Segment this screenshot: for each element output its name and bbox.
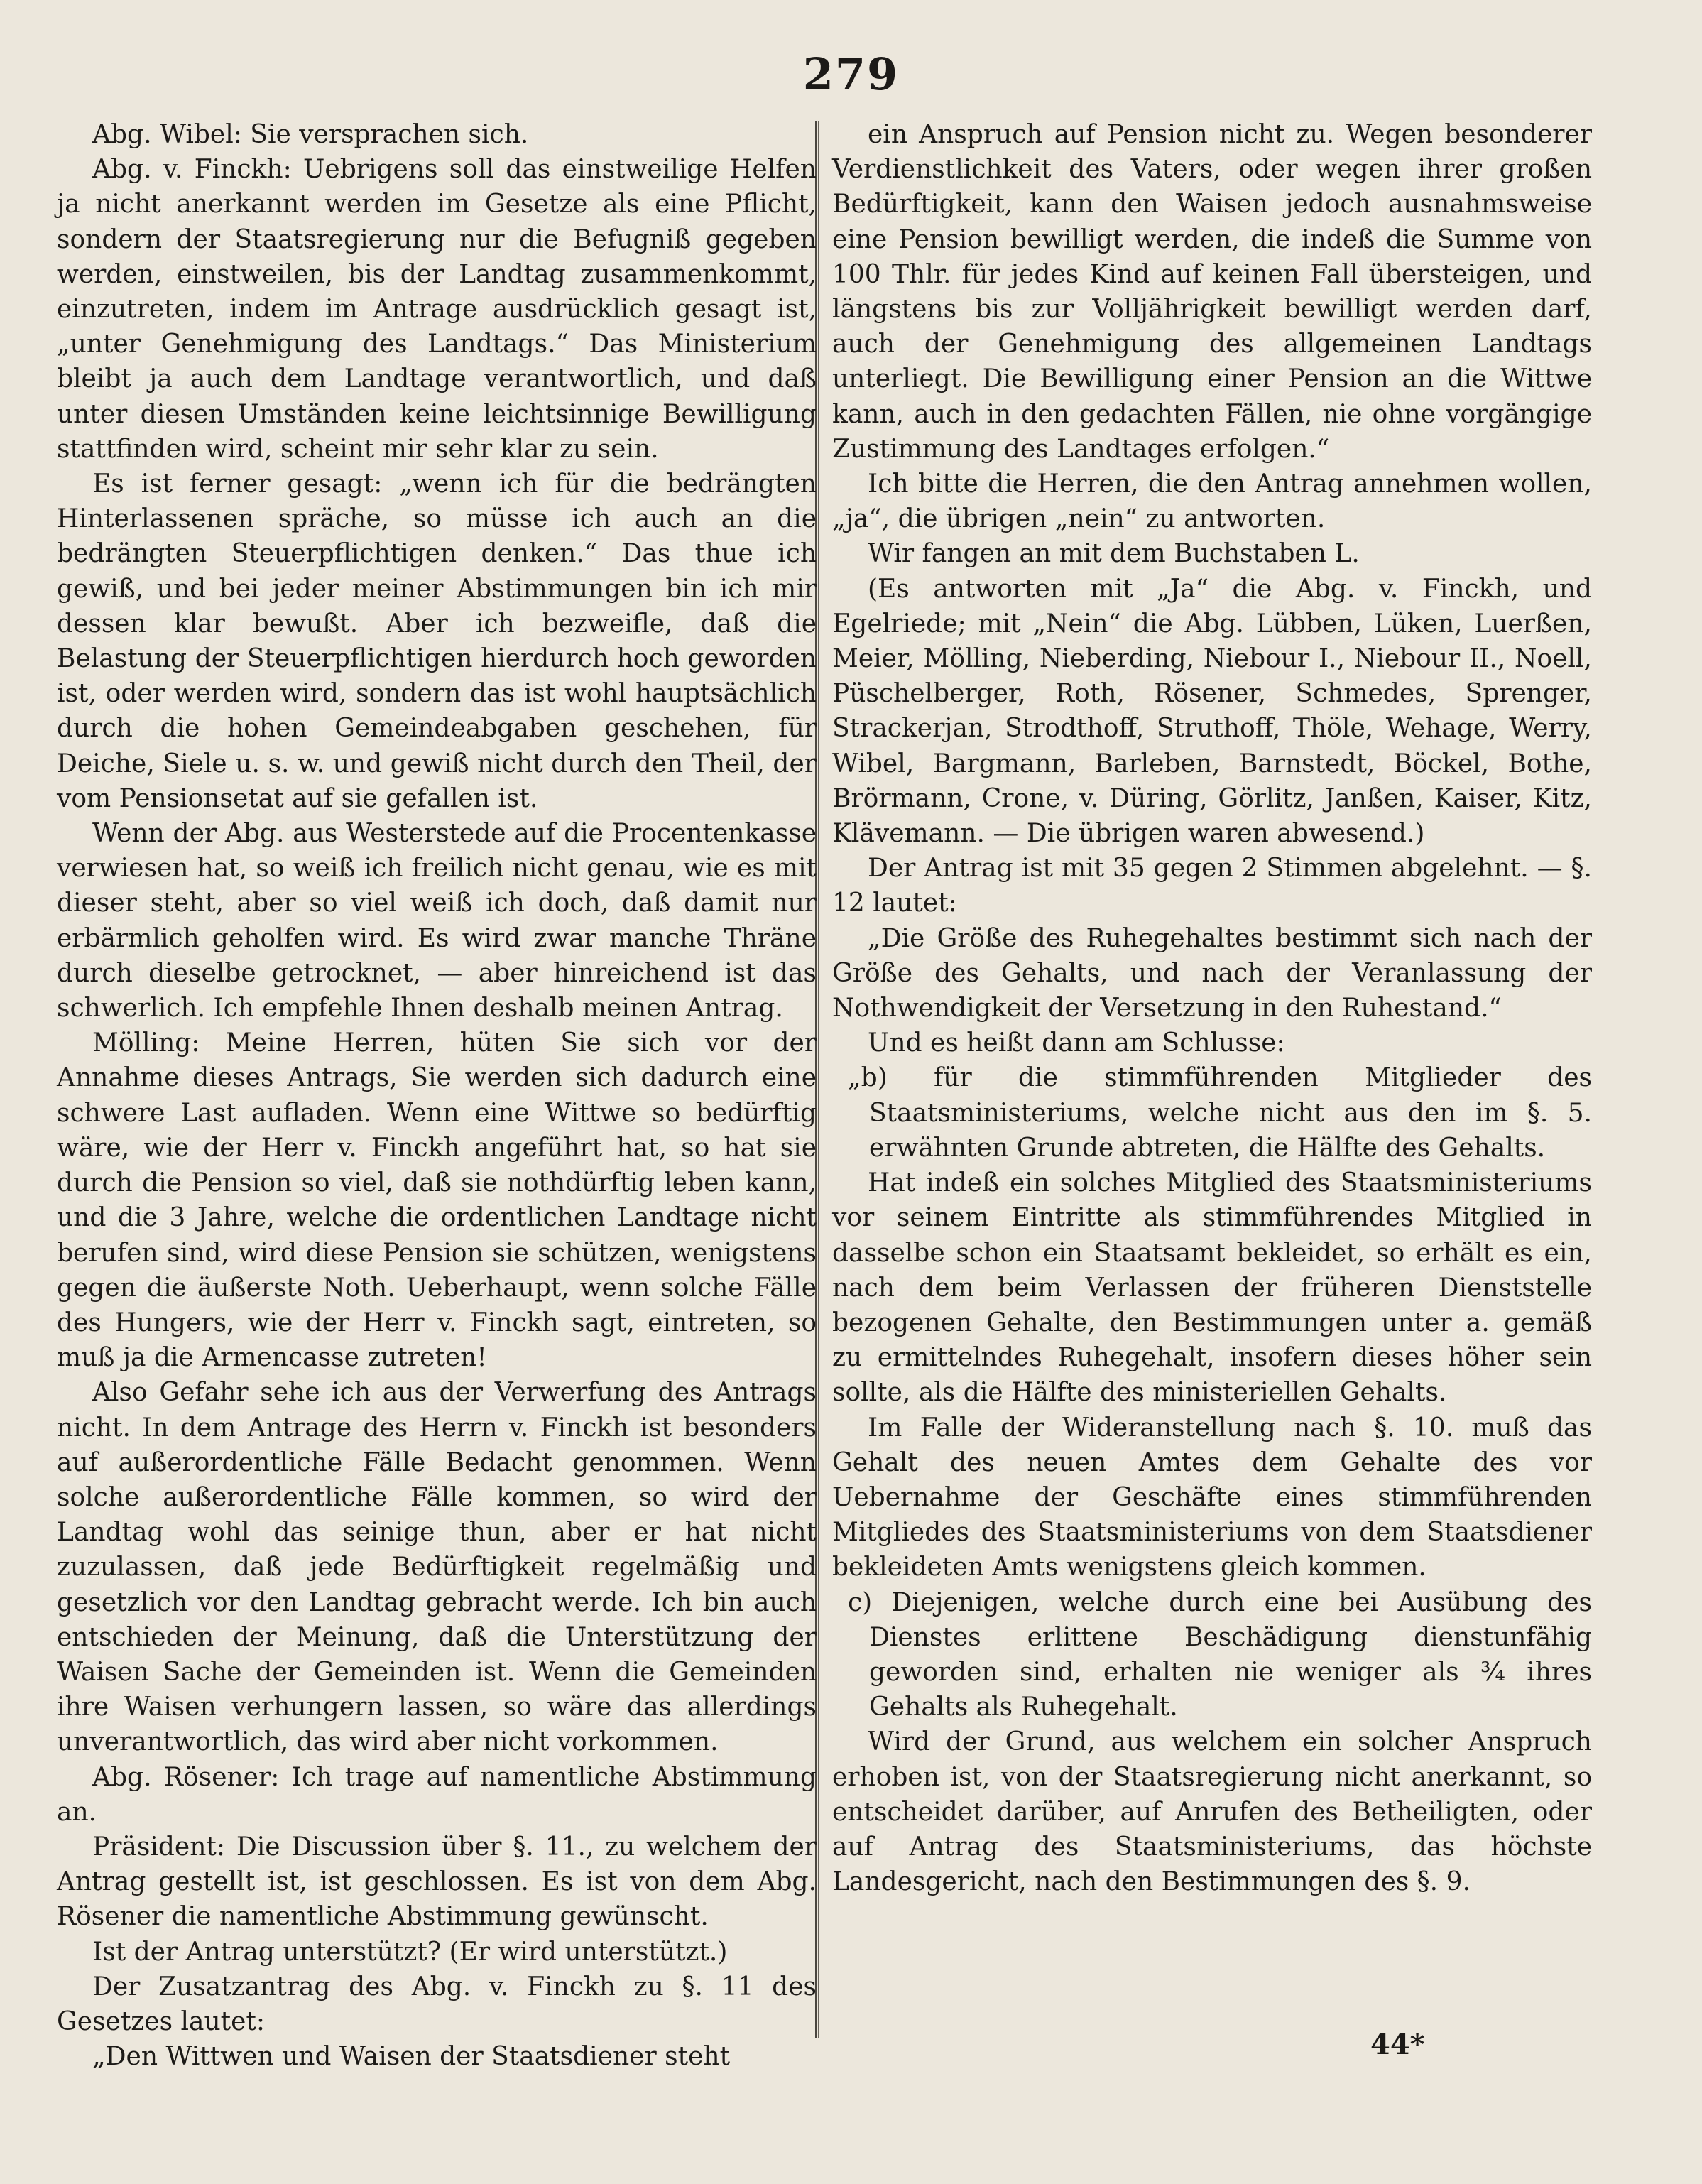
- paragraph: ein Anspruch auf Pension nicht zu. Wegen besonderer Verdienstlichkeit des Vaters, oder wegen ihrer großen Bedürftigkeit, kann den Waisen jedoch ausnahmsweise eine Pension bewilligt werden, die indeß die Summe von 100 Thlr. für jedes Kind auf keinen Fall übersteigen, und längstens bis zur Volljährigkeit bewilligt werden darf, auch der Genehmigung des allgemeinen Landtags unterliegt. Die Bewilligung einer Pension an die Wittwe kann, auch in den gedachten Fällen, nie ohne vorgängige Zustimmung des Landtages erfolgen.“: [832, 120, 1592, 464]
- paragraph: Der Antrag ist mit 35 gegen 2 Stimmen abgelehnt. — §. 12 lautet:: [832, 854, 1592, 918]
- paragraph: „b) für die stimmführenden Mitglieder des Staatsministeriums, welche nicht aus den im §. 5. erwähnten Grunde abtreten, die Hälfte des Gehalts.: [848, 1063, 1592, 1163]
- paragraph: Wird der Grund, aus welchem ein solcher Anspruch erhoben ist, von der Staatsregierung nicht anerkannt, so entscheidet darüber, auf Anrufen des Betheiligten, oder auf Antrag des Staatsministeriums, das höchste Landesgericht, nach den Bestimmungen des §. 9.: [832, 1727, 1592, 1897]
- paragraph: Präsident: Die Discussion über §. 11., zu welchem der Antrag gestellt ist, ist geschlossen. Es ist von dem Abg. Rösener die namentliche Abstimmung gewünscht.: [57, 1832, 817, 1932]
- paragraph: Im Falle der Wideranstellung nach §. 10. muß das Gehalt des neuen Amtes dem Gehalte des vor Uebernahme der Geschäfte eines stimmführenden Mitgliedes des Staatsministeriums von dem Staatsdiener bekleideten Amts wenigstens gleich kommen.: [832, 1413, 1592, 1582]
- paragraph: Und es heißt dann am Schlusse:: [868, 1028, 1285, 1058]
- paragraph: Abg. v. Finckh: Uebrigens soll das einstweilige Helfen ja nicht anerkannt werden im Gesetze als eine Pflicht, sondern der Staatsregierung nur die Befugniß gegeben werden, einstweilen, bis der Landtag zusammenkommt, einzutreten, indem im Antrage ausdrücklich gesagt ist, „unter Genehmigung des Landtags.“ Das Ministerium bleibt ja auch dem Landtage verantwortlich, und daß unter diesen Umständen keine leichtsinnige Bewilligung stattfinden wird, scheint mir sehr klar zu sein.: [57, 155, 817, 464]
- paragraph: „Die Größe des Ruhegehaltes bestimmt sich nach der Größe des Gehalts, und nach der Veranlassung der Nothwendigkeit der Versetzung in den Ruhestand.“: [832, 923, 1592, 1023]
- paragraph: Es ist ferner gesagt: „wenn ich für die bedrängten Hinterlassenen spräche, so müsse ich auch an die bedrängten Steuerpflichtigen denken.“ Das thue ich gewiß, und bei jeder meiner Abstimmungen bin ich mir dessen klar bewußt. Aber ich bezweifle, daß die Belastung der Steuerpflichtigen hierdurch hoch geworden ist, oder werden wird, sondern das ist wohl hauptsächlich durch die hohen Gemeindeabgaben geschehen, für Deiche, Siele u. s. w. und gewiß nicht durch den Theil, der vom Pensionsetat auf sie gefallen ist.: [57, 469, 817, 813]
- paragraph: Abg. Rösener: Ich trage auf namentliche Abstimmung an.: [57, 1762, 817, 1827]
- paragraph: Mölling: Meine Herren, hüten Sie sich vor der Annahme dieses Antrags, Sie werden sich dadurch eine schwere Last aufladen. Wenn eine Wittwe so bedürftig wäre, wie der Herr v. Finckh angeführt hat, so hat sie durch die Pension so viel, daß sie nothdürftig leben kann, und die 3 Jahre, welche die ordentlichen Landtage nicht berufen sind, wird diese Pension sie schützen, wenigstens gegen die äußerste Noth. Ueberhaupt, wenn solche Fälle des Hungers, wie der Herr v. Finckh sagt, eintreten, so muß ja die Armencasse zutreten!: [57, 1028, 817, 1373]
- paragraph: Ich bitte die Herren, die den Antrag annehmen wollen, „ja“, die übrigen „nein“ zu antworten.: [832, 469, 1592, 534]
- column-divider-shadow: [818, 121, 819, 2038]
- paragraph: Also Gefahr sehe ich aus der Verwerfung des Antrags nicht. In dem Antrage des Herrn v. Finckh ist besonders auf außerordentliche Fälle Bedacht genommen. Wenn solche außerordentliche Fälle kommen, so wird der Landtag wohl das seinige thun, aber er hat nicht zuzulassen, daß jede Bedürftigkeit regelmäßig und gesetzlich vor den Landtag gebracht werde. Ich bin auch entschieden der Meinung, daß die Unterstützung der Waisen Sache der Gemeinden ist. Wenn die Gemeinden ihre Waisen verhungern lassen, so wäre das allerdings unverantwortlich, das wird aber nicht vorkommen.: [57, 1378, 817, 1757]
- paragraph: c) Diejenigen, welche durch eine bei Ausübung des Dienstes erlittene Beschädigung dienstunfähig geworden sind, erhalten nie weniger als ¾ ihres Gehalts als Ruhegehalt.: [848, 1587, 1592, 1722]
- paragraph: Abg. Wibel: Sie versprachen sich.: [92, 120, 529, 149]
- right-column: [832, 117, 1592, 2049]
- paragraph: „Den Wittwen und Waisen der Staatsdiener steht: [92, 2042, 731, 2072]
- left-column: [57, 117, 817, 2072]
- paragraph: Wenn der Abg. aus Westerstede auf die Procentenkasse verwiesen hat, so weiß ich freilich nicht genau, wie es mit dieser steht, aber so viel weiß ich doch, daß damit nur erbärmlich geholfen wird. Es wird zwar manche Thräne durch dieselbe getrocknet, — aber hinreichend ist das schwerlich. Ich empfehle Ihnen deshalb meinen Antrag.: [57, 819, 817, 1023]
- paragraph: Der Zusatzantrag des Abg. v. Finckh zu §. 11 des Gesetzes lautet:: [57, 1972, 817, 2036]
- signature-mark: 44*: [1370, 2028, 1425, 2061]
- paragraph: Hat indeß ein solches Mitglied des Staatsministeriums vor seinem Eintritte als stimmführendes Mitglied in dasselbe schon ein Staatsamt bekleidet, so erhält es ein, nach dem beim Verlassen der früheren Dienststelle bezogenen Gehalte, den Bestimmungen unter a. gemäß zu ermittelndes Ruhegehalt, insofern dieses höher sein sollte, als die Hälfte des ministeriellen Gehalts.: [832, 1168, 1592, 1408]
- paragraph: (Es antworten mit „Ja“ die Abg. v. Finckh, und Egelriede; mit „Nein“ die Abg. Lübben, Lüken, Luerßen, Meier, Mölling, Nieberding, Niebour I., Niebour II., Noell, Püschelberger, Roth, Rösener, Schmedes, Sprenger, Strackerjan, Strodthoff, Struthoff, Thöle, Wehage, Werry, Wibel, Bargmann, Barleben, Barnstedt, Böckel, Bothe, Brörmann, Crone, v. Düring, Görlitz, Janßen, Kaiser, Kitz, Klävemann. — Die übrigen waren abwesend.): [832, 574, 1592, 849]
- paragraph: Ist der Antrag unterstützt? (Er wird unterstützt.): [92, 1937, 728, 1967]
- paragraph: Wir fangen an mit dem Buchstaben L.: [868, 539, 1360, 569]
- page-number: 279: [802, 48, 900, 100]
